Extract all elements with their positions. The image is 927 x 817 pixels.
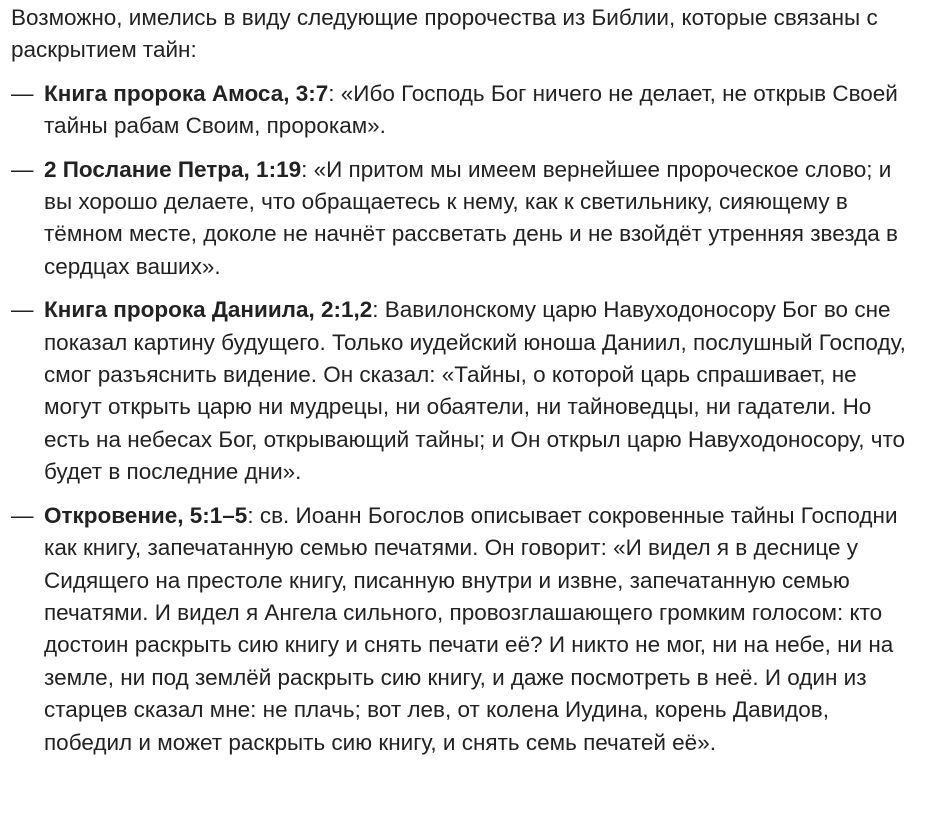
- scripture-reference: 2 Послание Петра, 1:19: [44, 156, 302, 182]
- list-item: [11, 78, 911, 143]
- list-dash: —: [11, 297, 34, 323]
- list-dash: —: [11, 80, 34, 106]
- prophecy-list: [11, 78, 911, 759]
- list-item: [11, 294, 911, 488]
- scripture-reference: Откровение, 5:1–5: [44, 502, 248, 528]
- list-item-text: : «И притом мы имеем вернейшее пророческое слово; и вы хорошо делаете, что обращаетесь к нему, как к светильнику, сияющему в тёмном месте, доколе не начнёт рассветать день и не взойдёт утренняя звезда в сердцах ваших».: [44, 156, 898, 279]
- intro-paragraph: Возможно, имелись в виду следующие пророчества из Библии, которые связаны с раскрытием тайн:: [11, 5, 878, 63]
- list-item: [11, 500, 911, 759]
- list-dash: —: [11, 502, 34, 528]
- scripture-reference: Книга пророка Амоса, 3:7: [44, 80, 329, 106]
- list-item-text: : «Ибо Господь Бог ничего не делает, не открыв Своей тайны рабам Своим, пророкам».: [44, 80, 898, 139]
- list-item-text: : св. Иоанн Богослов описывает сокровенные тайны Господни как книгу, запечатанную семью печатями. Он говорит: «И видел я в деснице у Сидящего на престоле книгу, писанную внутри и извне, запечатанную семью печатями. И видел я Ангела сильного, провозглашающего громким голосом: кто достоин раскрыть сию книгу и снять печати её? И никто не мог, ни на небе, ни на земле, ни под землёй раскрыть сию книгу, и даже посмотреть в неё. И один из старцев сказал мне: не плачь; вот лев, от колена Иудина, корень Давидов, победил и может раскрыть сию книгу, и снять семь печатей её».: [44, 502, 898, 755]
- list-item-text: : Вавилонскому царю Навуходоносору Бог во сне показал картину будущего. Только иудейский юноша Даниил, послушный Господу, смог разъяснить видение. Он сказал: «Тайны, о которой царь спрашивает, не могут открыть царю ни мудрецы, ни обаятели, ни тайноведцы, ни гадатели. Но есть на небесах Бог, открывающий тайны; и Он открыл царю Навуходоносору, что будет в последние дни».: [44, 297, 906, 485]
- list-item: [11, 154, 911, 284]
- scripture-reference: Книга пророка Даниила, 2:1,2: [44, 297, 373, 323]
- list-dash: —: [11, 156, 34, 182]
